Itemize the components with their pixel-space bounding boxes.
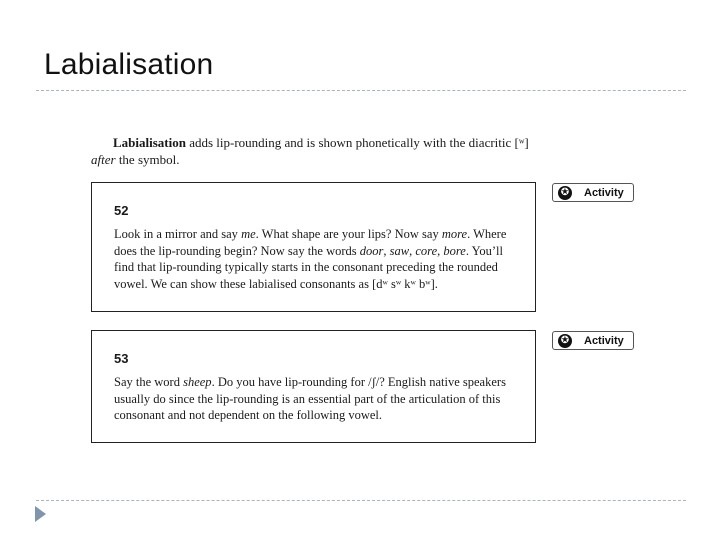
- italic-word: core: [415, 243, 438, 258]
- text-run: Look in a mirror and say: [114, 227, 242, 241]
- triangle-right-icon[interactable]: [35, 506, 46, 522]
- bottom-divider: [36, 500, 686, 501]
- activity-tag-label: Activity: [584, 186, 624, 199]
- text-run: . Where does the lip-rounding begin? Now say the words: [114, 227, 507, 258]
- italic-word: me: [241, 227, 256, 241]
- text-run: ,: [409, 243, 416, 258]
- activity-number: 52: [114, 203, 129, 218]
- intro-paragraph: [91, 134, 551, 168]
- activity-tag-label: Activity: [584, 334, 624, 347]
- intro-line-2: [91, 151, 551, 168]
- activity-tag: [552, 183, 634, 202]
- star-badge-icon: ✪: [558, 334, 572, 348]
- text-run: ,: [437, 243, 444, 258]
- intro-line-1: [91, 134, 551, 151]
- activity-tag: [552, 331, 634, 350]
- activity-text: [114, 226, 513, 292]
- text-run: . Do you have lip-rounding for /ʃ/? English native speakers usually do since the lip-rounding is an essential part of the articulation of this consonant and not dependent on the following vowel.: [114, 375, 506, 422]
- slide-title: Labialisation: [44, 48, 214, 81]
- activity-number: 53: [114, 351, 129, 366]
- activity-box-53: [91, 330, 536, 443]
- intro-term: Labialisation: [113, 135, 186, 150]
- intro-italic: after: [91, 152, 116, 167]
- intro-text-2: the symbol.: [115, 152, 180, 167]
- activity-text: [114, 374, 513, 424]
- italic-word: bore: [443, 243, 466, 258]
- italic-word: door: [359, 243, 384, 258]
- text-run: . What shape are your lips? Now say: [255, 227, 442, 241]
- top-divider: [36, 90, 686, 91]
- intro-text-1: adds lip-rounding and is shown phonetically with the diacritic [ʷ]: [185, 135, 529, 150]
- activity-box-52: [91, 182, 536, 312]
- text-run: Say the word: [114, 375, 184, 389]
- italic-word: more: [441, 227, 468, 241]
- italic-word: sheep: [183, 375, 212, 389]
- star-badge-icon: ✪: [558, 186, 572, 200]
- text-run: ,: [383, 243, 390, 258]
- italic-word: saw: [389, 243, 410, 258]
- text-run: . You’ll find that lip-rounding typically starts in the consonant preceding the rounded vowel. We can show these labialised consonants as [dʷ sʷ kʷ bʷ].: [114, 243, 503, 291]
